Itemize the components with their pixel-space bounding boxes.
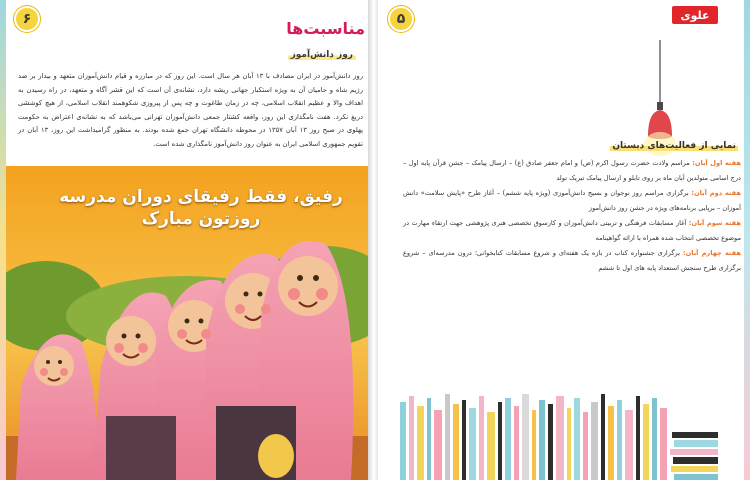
list-item	[403, 156, 741, 186]
week-label: هفته دوم آبان:	[691, 189, 741, 197]
page-gutter	[368, 0, 378, 480]
bookshelf-decoration	[400, 392, 720, 480]
activities-list	[403, 156, 741, 276]
section-title-text: نمایی از فعالیت‌های دبستان	[612, 141, 736, 151]
section-title	[498, 141, 738, 151]
page-title: مناسبت‌ها	[286, 19, 365, 38]
week-label: هفته چهارم آبان:	[682, 249, 741, 257]
left-page-number: ۶	[14, 6, 40, 32]
list-item	[403, 246, 741, 276]
illustration-caption-line2: روزتون مبارک	[141, 209, 261, 229]
illustration-caption	[51, 186, 351, 230]
list-item	[403, 216, 741, 246]
week-label: هفته اول آبان:	[692, 159, 741, 167]
week-text: آغاز مسابقات فرهنگی و تربیتی دانش‌آموزان و کارسوق تخصصی هنری پژوهشی جهت ارتقاء مهارت در موضوع تخصصی انتخاب شده همراه با ارائه گواهینامه	[403, 219, 741, 242]
article-body: روز دانش‌آموز در ایران مصادف با ۱۳ آبان هر سال است. این روز که در مبارزه و قیام دانش‌آموزان متعهد و بیدار بر ضد رژیم شاه و حامیان آن به ویژه استکبار جهانی ریشه دارد، نشانه‌ی آن است که این قشر آگاه و متعهد، در راه رسیدن به اهداف والا و عظیم انقلاب اسلامی، چه در زمان طاغوت و چه پس از پیروزی شکوهمند انقلاب اسلامی، از هیچ کوششی دریغ نکرد. هفت نامگذاری این روز، واقعه کشتار جمعی دانش‌آموزان تهرانی می‌باشد که به نشانه‌ی اعتراض به حکومت پهلوی در صبح روز ۱۳ آبان ۱۳۵۷ در محوطه دانشگاه تهران جمع شده بودند. به منظور گرامیداشت این روز، ۱۳ آبان در تقویم جمهوری اسلامی ایران به عنوان روز دانش‌آموز نامگذاری شده است.	[18, 72, 363, 148]
list-item	[403, 186, 741, 216]
publisher-logo: علوی	[672, 6, 718, 24]
right-page	[378, 0, 750, 480]
week-label: هفته سوم آبان:	[688, 219, 741, 227]
week-text: برگزاری مراسم روز نوجوان و بسیج دانش‌آموزی (ویژه پایه ششم) – آغاز طرح «پایش سلامت» دانش آموزان – برپایی برنامه‌های ویژه در جشن روز دانش‌آموز	[403, 189, 741, 212]
students-illustration	[6, 166, 368, 480]
left-page	[0, 0, 368, 480]
week-text: برگزاری جشنواره کتاب در بازه یک هفته‌ای و شروع مسابقات کتابخوانی؛ درون مدرسه‌ای – شروع برگزاری طرح سنجش استعداد پایه های اول تا ششم	[403, 249, 741, 272]
right-page-border	[744, 0, 750, 480]
section-subtitle: روز دانش‌آموز	[288, 50, 356, 60]
right-page-number: ۵	[388, 6, 414, 32]
illustration-caption-line1: رفیق، فقط رفیقای دوران مدرسه	[59, 187, 343, 207]
week-text: مراسم ولادت حضرت رسول اکرم (ص) و امام جعفر صادق (ع) – ارسال پیامک – جشن قرآن پایه اول – درج اسامی متولدین آبان ماه بر روی تابلو و ارسال پیامک تبریک تولد	[403, 159, 741, 182]
